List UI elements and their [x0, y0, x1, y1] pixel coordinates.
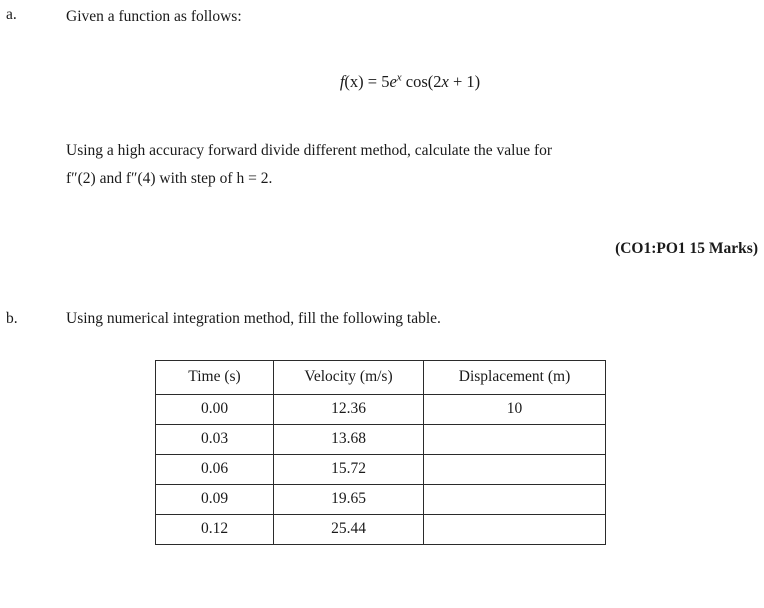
cell-displacement [424, 424, 606, 454]
cell-displacement [424, 484, 606, 514]
cell-displacement [424, 514, 606, 544]
table-row [156, 484, 606, 514]
question-a-body [66, 5, 754, 194]
column-header-velocity: Velocity (m/s) [274, 360, 424, 394]
question-a-instruction-line-2: f″(2) and f″(4) with step of h = 2. [66, 170, 273, 188]
question-b-heading-row [0, 310, 764, 328]
question-b-table-wrapper [155, 360, 764, 545]
cell-time: 0.06 [156, 454, 274, 484]
velocity-displacement-table [155, 360, 606, 545]
cell-velocity: 25.44 [274, 514, 424, 544]
table-header-row [156, 360, 606, 394]
question-a-formula [66, 69, 754, 95]
column-header-displacement: Displacement (m) [424, 360, 606, 394]
question-a-prompt: Given a function as follows: [66, 8, 242, 25]
formula-variable-x: x [441, 72, 449, 92]
question-b-label: b. [6, 309, 18, 327]
cell-time: 0.00 [156, 394, 274, 424]
question-a-label: a. [6, 6, 17, 23]
question-a-marks: (CO1:PO1 15 Marks) [615, 239, 758, 257]
formula-exponential-base: e [389, 72, 397, 92]
table-row [156, 394, 606, 424]
question-b-prompt: Using numerical integration method, fill the following table. [66, 309, 441, 327]
cell-displacement: 10 [424, 394, 606, 424]
table-row [156, 424, 606, 454]
table-head [156, 360, 606, 394]
question-b [0, 310, 764, 545]
column-header-time: Time (s) [156, 360, 274, 394]
cell-time: 0.09 [156, 484, 274, 514]
question-a-instruction-line-1: Using a high accuracy forward divide different method, calculate the value for [66, 141, 553, 159]
table-row [156, 454, 606, 484]
cell-displacement [424, 454, 606, 484]
formula-exponent: x [396, 71, 402, 84]
cell-velocity: 12.36 [274, 394, 424, 424]
cell-time: 0.03 [156, 424, 274, 454]
formula-lhs-arg: (x) = 5 [344, 72, 390, 92]
formula-tail: + 1) [448, 72, 481, 92]
question-a [0, 0, 764, 258]
table-body [156, 394, 606, 544]
cell-velocity: 15.72 [274, 454, 424, 484]
table-row [156, 514, 606, 544]
cell-time: 0.12 [156, 514, 274, 544]
formula-cosine: cos(2 [401, 72, 442, 92]
cell-velocity: 19.65 [274, 484, 424, 514]
formula-function-name: f [339, 72, 345, 92]
cell-velocity: 13.68 [274, 424, 424, 454]
